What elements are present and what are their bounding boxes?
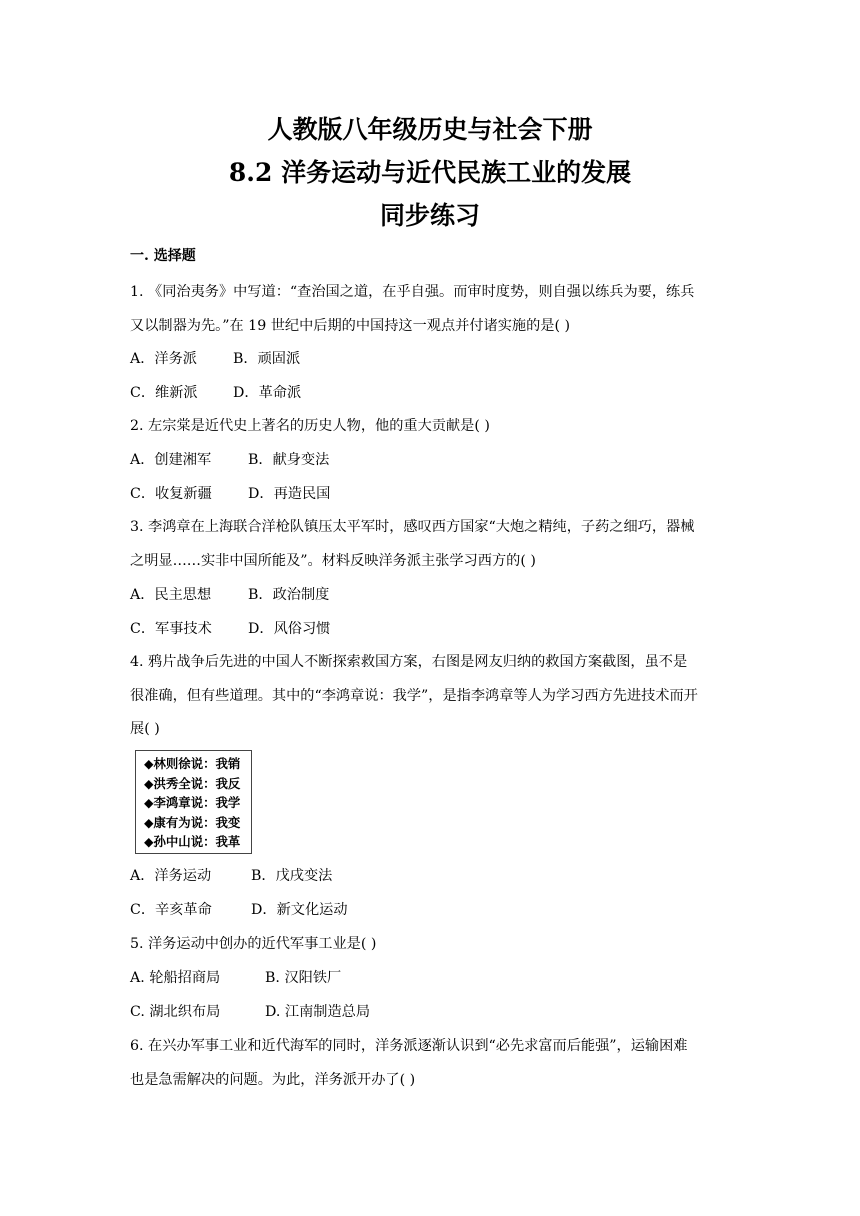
option-d: D．新文化运动 (251, 902, 348, 918)
option-d: D．风俗习惯 (248, 621, 331, 637)
question-3-stem-line-2: 之明显……实非中国所能及”。材料反映洋务派主张学习西方的( ) (130, 553, 536, 569)
option-c: C．维新派 (130, 385, 198, 401)
question-2-options-row-1 (130, 453, 329, 467)
figure-line: ◆洪秀全说：我反 (144, 775, 241, 791)
question-4-figure (135, 750, 252, 854)
question-4-options-row-2 (130, 903, 348, 917)
option-b: B．献身变法 (248, 452, 330, 468)
question-1-options-row-1 (130, 352, 300, 366)
option-b: B．戊戌变法 (251, 868, 333, 884)
question-4-options-row-1 (130, 869, 332, 883)
option-a: A．洋务派 (130, 351, 197, 367)
option-c: C．军事技术 (130, 621, 212, 637)
document-title: 人教版八年级历史与社会下册 (267, 115, 593, 144)
question-4-stem-line-1: 4. 鸦片战争后先进的中国人不断探索救国方案，右图是网友归纳的救国方案截图，虽不是 (130, 654, 688, 670)
option-b: B．政治制度 (248, 587, 330, 603)
figure-line: ◆孙中山说：我革 (144, 834, 241, 849)
option-a: A．创建湘军 (130, 452, 212, 468)
question-2-stem: 2. 左宗棠是近代史上著名的历史人物，他的重大贡献是( ) (130, 418, 490, 434)
question-3-options-row-2 (130, 622, 330, 636)
question-4-stem-line-3: 展( ) (130, 721, 160, 737)
option-d: D．再造民国 (248, 486, 331, 502)
question-4-stem-line-2: 很准确，但有些道理。其中的“李鸿章说：我学”，是指李鸿章等人为学习西方先进技术而开 (130, 688, 698, 704)
option-c: C. 湖北织布局 (130, 1004, 221, 1020)
question-2-options-row-2 (130, 487, 330, 501)
question-1-options-row-2 (130, 386, 301, 400)
question-5-options-row-2 (130, 1005, 370, 1019)
question-1-stem-line-1: 1. 《同治夷务》中写道：“查治国之道，在乎自强。而审时度势，则自强以练兵为要，练兵 (130, 284, 695, 300)
question-6-stem-line-2: 也是急需解决的问题。为此，洋务派开办了( ) (130, 1072, 416, 1088)
question-1-stem-line-2: 又以制器为先。”在 19 世纪中后期的中国持这一观点并付诸实施的是( ) (130, 318, 571, 334)
option-b: B. 汉阳铁厂 (265, 970, 342, 986)
question-5-stem: 5. 洋务运动中创办的近代军事工业是( ) (130, 936, 377, 952)
figure-line: ◆李鸿章说：我学 (144, 795, 241, 810)
question-5-options-row-1 (130, 971, 341, 985)
question-3-options-row-1 (130, 588, 329, 602)
option-a: A．洋务运动 (130, 868, 212, 884)
section-heading: 一. 选择题 (130, 248, 196, 264)
question-3-stem-line-1: 3. 李鸿章在上海联合洋枪队镇压太平军时，感叹西方国家“大炮之精纯，子药之细巧，器械 (130, 519, 695, 535)
option-d: D. 江南制造总局 (265, 1004, 371, 1020)
option-b: B．顽固派 (233, 351, 301, 367)
figure-line: ◆康有为说：我变 (144, 814, 241, 830)
option-a: A．民主思想 (130, 587, 212, 603)
option-a: A. 轮船招商局 (130, 970, 221, 986)
option-c: C．辛亥革命 (130, 902, 212, 918)
option-d: D．革命派 (233, 385, 302, 401)
worksheet-subtitle: 同步练习 (379, 201, 480, 230)
option-c: C．收复新疆 (130, 486, 212, 502)
figure-line: ◆林则徐说：我销 (144, 756, 241, 771)
question-6-stem-line-1: 6. 在兴办军事工业和近代海军的同时，洋务派逐渐认识到“必先求富而后能强”，运输困难 (130, 1038, 688, 1054)
lesson-title: 8.2 洋务运动与近代民族工业的发展 (228, 158, 632, 187)
